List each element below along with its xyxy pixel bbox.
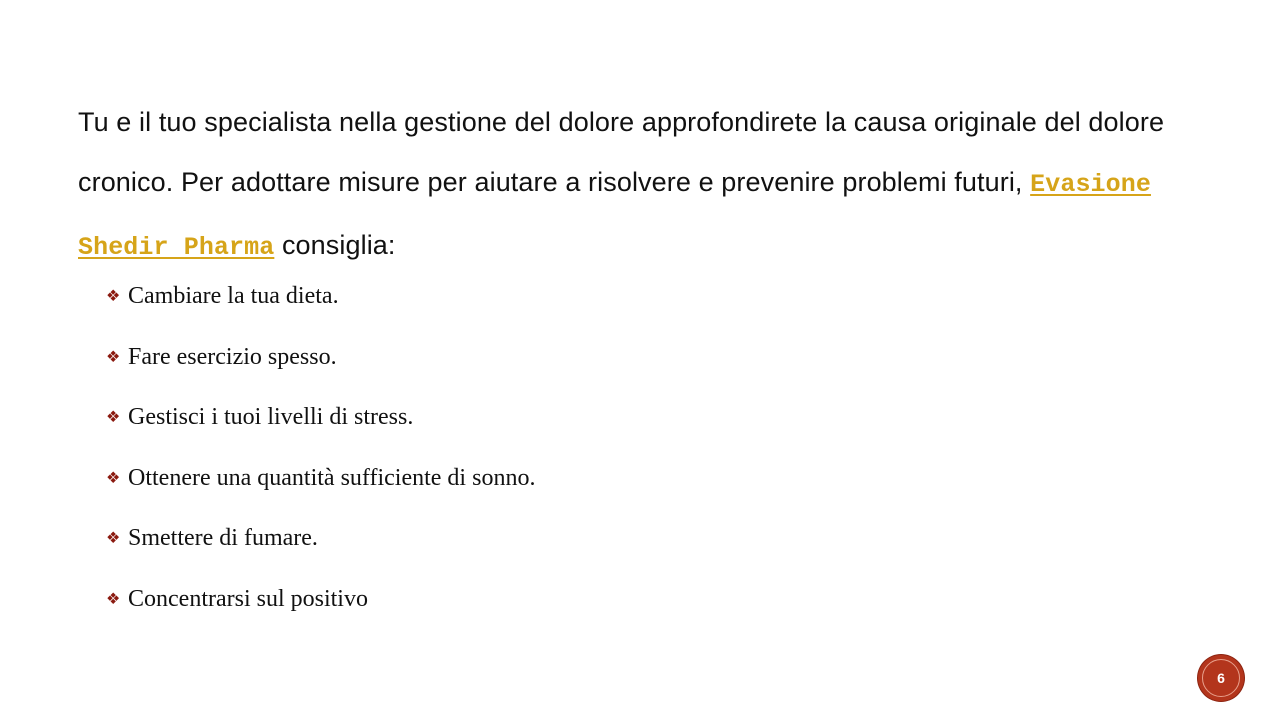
diamond-bullet-icon: ❖ [106, 288, 121, 305]
diamond-bullet-icon: ❖ [106, 348, 121, 366]
tip-text: Concentrarsi sul positivo [128, 585, 368, 612]
tip-text: Cambiare la tua dieta. [128, 283, 339, 309]
diamond-bullet-icon: ❖ [106, 409, 121, 426]
tip-text: Smettere di fumare. [128, 525, 318, 551]
list-item [106, 387, 535, 448]
intro-text-before: Tu e il tuo specialista nella gestione del dolore approfondirete la causa originale del dolore cronico. Per adottare misure per aiutare a risolvere e prevenire problemi futuri, [78, 107, 1165, 197]
brand-link[interactable]: Evasione Shedir Pharma [78, 170, 1151, 262]
list-item [106, 569, 535, 630]
page-number-badge [1198, 655, 1244, 701]
tip-text: Ottenere una quantità sufficiente di sonno. [128, 464, 536, 491]
list-item [106, 508, 535, 569]
page-number: 6 [1217, 670, 1225, 686]
diamond-bullet-icon: ❖ [106, 469, 121, 487]
tip-text: Fare esercizio spesso. [128, 343, 337, 370]
diamond-bullet-icon: ❖ [106, 590, 121, 608]
diamond-bullet-icon: ❖ [106, 530, 121, 547]
tips-list [106, 266, 535, 629]
tip-text: Gestisci i tuoi livelli di stress. [128, 404, 414, 430]
intro-text-after: consiglia: [274, 230, 396, 260]
intro-paragraph [78, 92, 1208, 278]
list-item [106, 448, 535, 509]
list-item [106, 327, 535, 388]
list-item [106, 266, 535, 327]
